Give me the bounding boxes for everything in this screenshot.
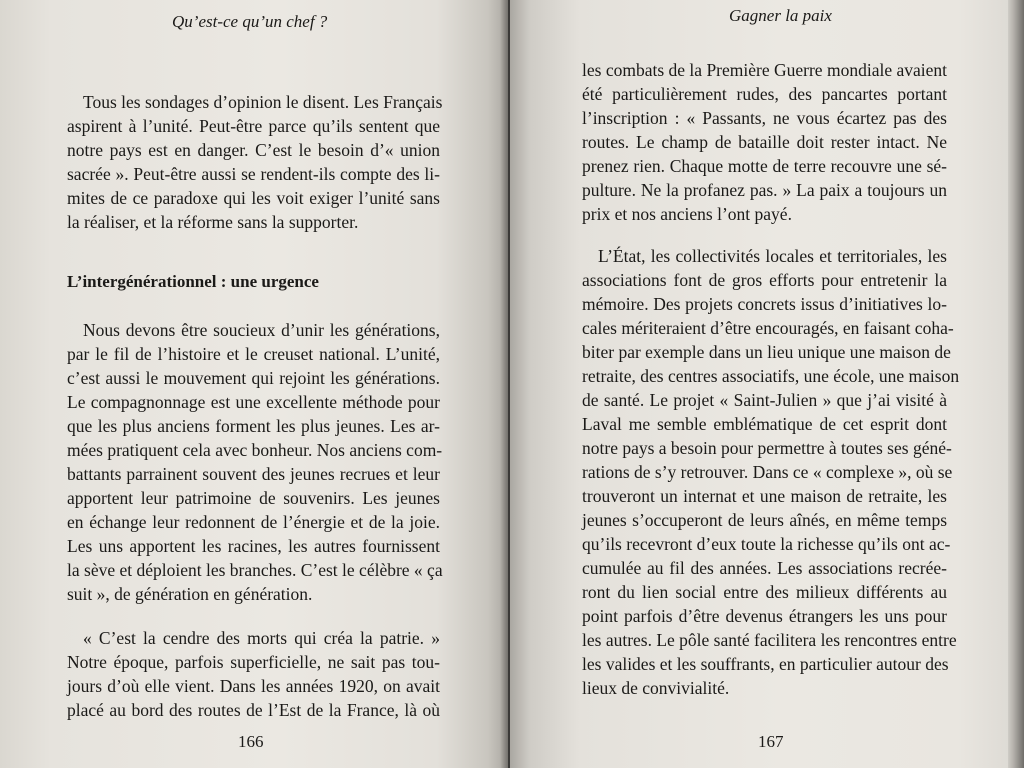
text-line: notre pays a besoin pour permettre à toutes ses géné-	[582, 438, 952, 458]
left-page	[0, 0, 508, 768]
text-line: l’inscription : « Passants, ne vous écartez pas des	[582, 108, 947, 128]
text-line: battants parrainent souvent des jeunes recrues et leur	[67, 464, 440, 484]
text-line: associations font de gros efforts pour entretenir la	[582, 270, 947, 290]
text-line: trouveront un internat et une maison de retraite, les	[582, 486, 947, 506]
text-line: par le fil de l’histoire et le creuset national. L’unité,	[67, 344, 440, 364]
right-page	[510, 0, 1008, 768]
text-line: aspirent à l’unité. Peut-être parce qu’ils sentent que	[67, 116, 440, 136]
text-line: ront du lien social entre des milieux différents au	[582, 582, 947, 602]
text-line: biter par exemple dans un lieu unique une maison de	[582, 342, 951, 362]
text-line: Notre époque, parfois superficielle, ne sait pas tou-	[67, 652, 440, 672]
text-line: la sève et déploient les branches. C’est le célèbre « ça	[67, 560, 443, 580]
text-line: Nous devons être soucieux d’unir les générations,	[83, 320, 440, 340]
text-line: rations de s’y retrouver. Dans ce « complexe », où se	[582, 462, 953, 482]
text-line: que les plus anciens forment les plus jeunes. Les ar-	[67, 416, 440, 436]
text-line: mémoire. Des projets concrets issus d’initiatives lo-	[582, 294, 947, 314]
text-line: Tous les sondages d’opinion le disent. Les Français	[83, 92, 443, 112]
text-line: Les uns apportent les racines, les autres fournissent	[67, 536, 440, 556]
text-line: placé au bord des routes de l’Est de la France, là où	[67, 700, 440, 720]
text-line: prix et nos anciens l’ont payé.	[582, 204, 792, 224]
text-line: les combats de la Première Guerre mondiale avaient	[582, 60, 947, 80]
text-line: Laval me semble emblématique de cet esprit dont	[582, 414, 947, 434]
text-line: sacrée ». Peut-être aussi se rendent-ils compte des li-	[67, 164, 440, 184]
text-line: routes. Le champ de bataille doit rester intact. Ne	[582, 132, 947, 152]
text-line: en échange leur redonnent de l’énergie et de la joie.	[67, 512, 440, 532]
text-line: mites de ce paradoxe qui les voit exiger l’unité sans	[67, 188, 440, 208]
text-line: cumulée au fil des années. Les associations recrée-	[582, 558, 947, 578]
left-running-head: Qu’est-ce qu’un chef ?	[172, 12, 328, 31]
text-line: jours d’où elle vient. Dans les années 1920, on avait	[67, 676, 440, 696]
text-line: la réaliser, et la réforme sans la supporter.	[67, 212, 359, 232]
text-line: lieux de convivialité.	[582, 678, 730, 698]
book-right-edge	[1008, 0, 1024, 768]
text-line: Le compagnonnage est une excellente méthode pour	[67, 392, 440, 412]
section-heading: L’intergénérationnel : une urgence	[67, 272, 319, 291]
text-line: les valides et les souffrants, en particulier autour des	[582, 654, 949, 674]
page-number-right: 167	[758, 732, 784, 751]
text-line: de santé. Le projet « Saint-Julien » que j’ai visité à	[582, 390, 947, 410]
text-line: « C’est la cendre des morts qui créa la patrie. »	[83, 628, 440, 648]
text-line: qu’ils recevront d’eux toute la richesse qu’ils ont ac-	[582, 534, 951, 554]
text-line: suit », de génération en génération.	[67, 584, 313, 604]
text-line: mées pratiquent cela avec bonheur. Nos anciens com-	[67, 440, 443, 460]
text-line: jeunes s’occuperont de leurs aînés, en même temps	[582, 510, 947, 530]
text-line: L’État, les collectivités locales et territoriales, les	[598, 246, 947, 266]
right-running-head: Gagner la paix	[729, 6, 832, 25]
text-line: prenez rien. Chaque motte de terre recouvre une sé-	[582, 156, 947, 176]
text-line: les autres. Le pôle santé facilitera les rencontres entre	[582, 630, 957, 650]
page-number-left: 166	[238, 732, 264, 751]
text-line: pulture. Ne la profanez pas. » La paix a toujours un	[582, 180, 947, 200]
text-line: c’est aussi le mouvement qui rejoint les générations.	[67, 368, 440, 388]
text-line: été particulièrement rudes, des pancartes portant	[582, 84, 947, 104]
text-line: cales mériteraient d’être encouragés, en faisant coha-	[582, 318, 954, 338]
text-line: apportent leur patrimoine de souvenirs. Les jeunes	[67, 488, 440, 508]
text-line: point parfois d’être devenus étrangers les uns pour	[582, 606, 947, 626]
text-line: retraite, des centres associatifs, une école, une maison	[582, 366, 960, 386]
text-line: notre pays est en danger. C’est le besoin d’« union	[67, 140, 440, 160]
